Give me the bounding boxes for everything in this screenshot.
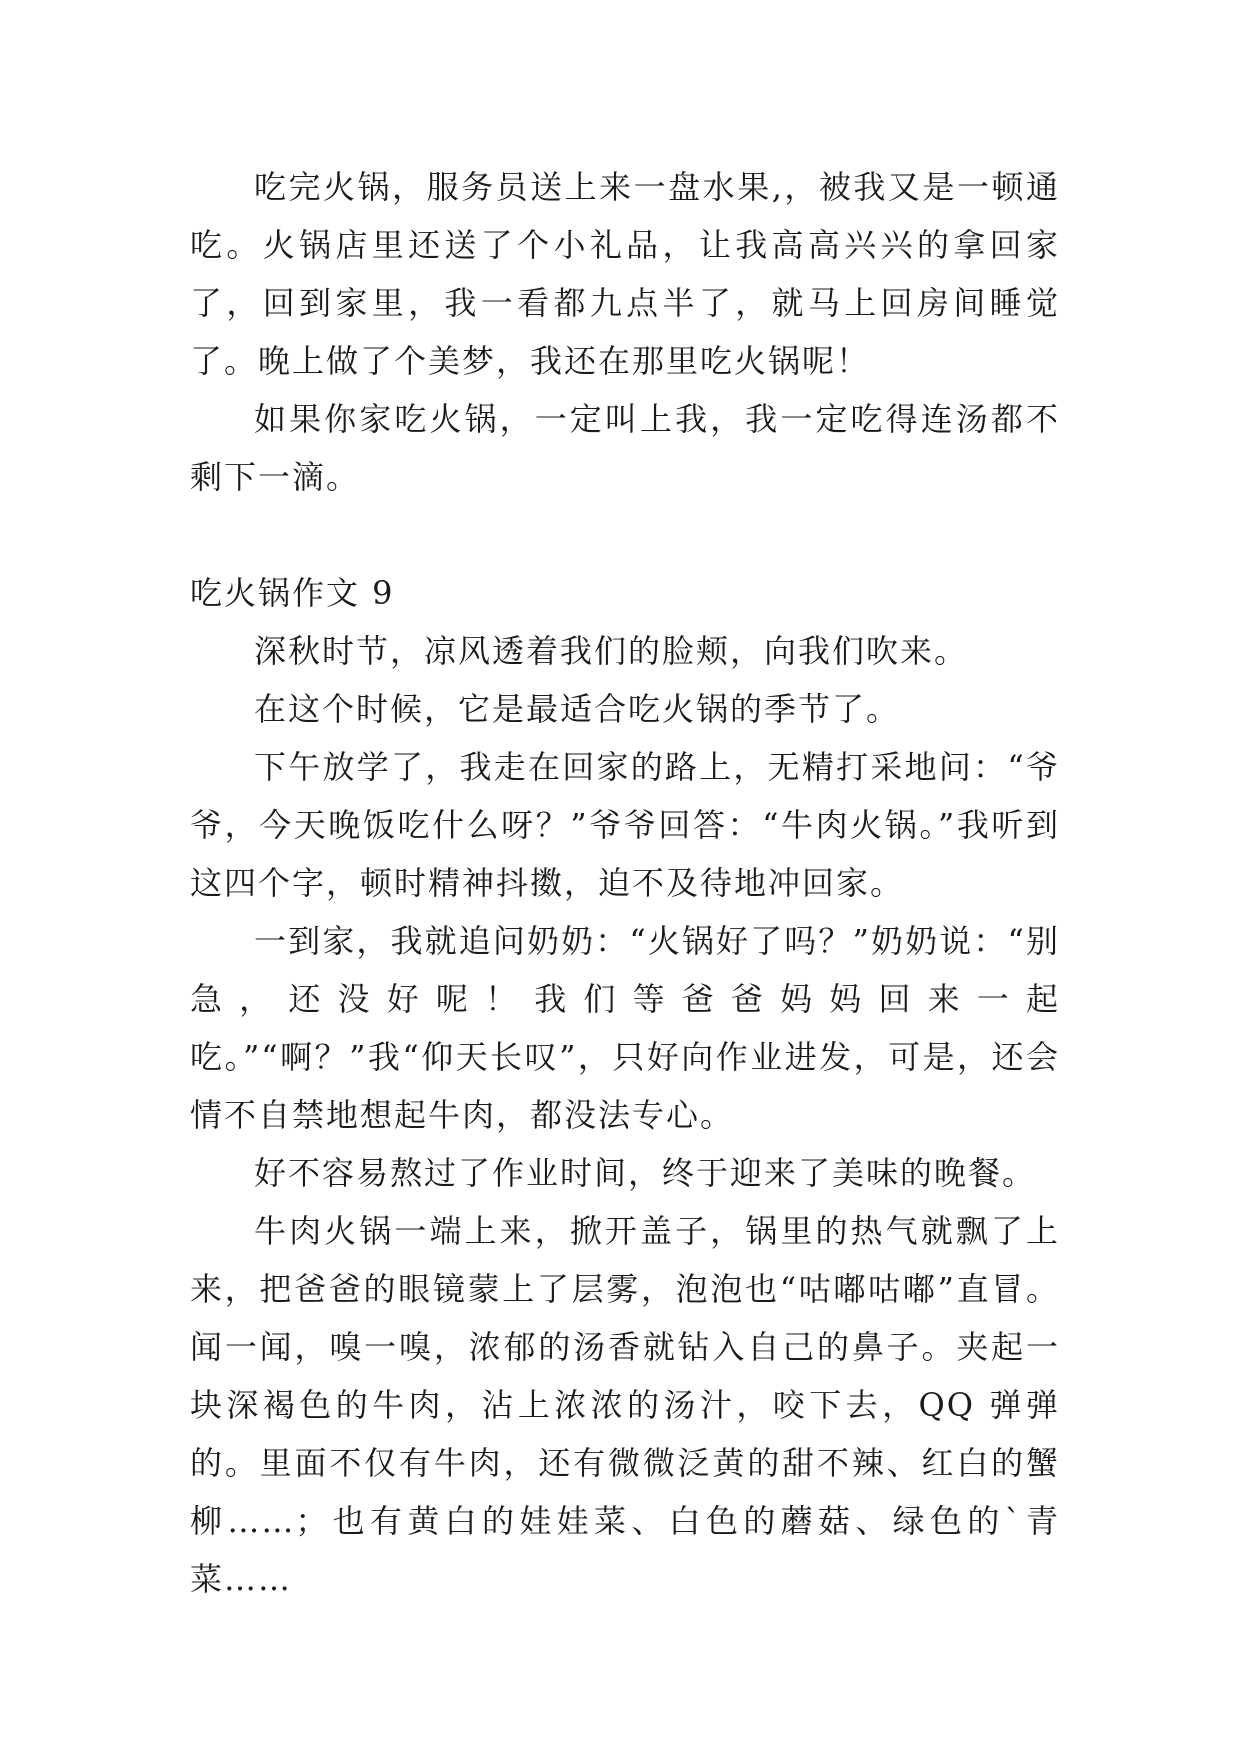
section-gap bbox=[190, 506, 1060, 564]
paragraph: 吃完火锅，服务员送上来一盘水果,，被我又是一顿通吃。火锅店里还送了个小礼品，让我高高兴兴的拿回家了，回到家里，我一看都九点半了，就马上回房间睡觉了。晚上做了个美梦，我还在那里吃火锅呢！ bbox=[190, 168, 1060, 380]
paragraph: 深秋时节，凉风透着我们的脸颊，向我们吹来。 bbox=[254, 632, 969, 670]
paragraph: 在这个时候，它是最适合吃火锅的季节了。 bbox=[254, 690, 901, 728]
paragraph: 一到家，我就追问奶奶：“火锅好了吗？”奶奶说：“别急，还没好呢！我们等爸爸妈妈回来一起吃。”“啊？”我“仰天长叹”，只好向作业进发，可是，还会情不自禁地想起牛肉，都没法专心。 bbox=[190, 922, 1060, 1134]
paragraph: 好不容易熬过了作业时间，终于迎来了美味的晚餐。 bbox=[254, 1154, 1037, 1192]
text-column bbox=[190, 158, 1060, 1608]
section-title: 吃火锅作文 9 bbox=[190, 574, 395, 612]
paragraph: 如果你家吃火锅，一定叫上我，我一定吃得连汤都不剩下一滴。 bbox=[190, 400, 1060, 496]
paragraph: 牛肉火锅一端上来，掀开盖子，锅里的热气就飘了上来，把爸爸的眼镜蒙上了层雾，泡泡也“咕嘟咕嘟”直冒。闻一闻，嗅一嗅，浓郁的汤香就钻入自己的鼻子。夹起一块深褐色的牛肉，沾上浓浓的汤汁，咬下去，QQ 弹弹的。里面不仅有牛肉，还有微微泛黄的甜不辣、红白的蟹柳……；也有黄白的娃娃菜、白色的蘑菇、绿色的`青菜…… bbox=[190, 1212, 1060, 1598]
paragraph: 下午放学了，我走在回家的路上，无精打采地问：“爷爷，今天晚饭吃什么呀？”爷爷回答：“牛肉火锅。”我听到这四个字，顿时精神抖擞，迫不及待地冲回家。 bbox=[190, 748, 1060, 902]
